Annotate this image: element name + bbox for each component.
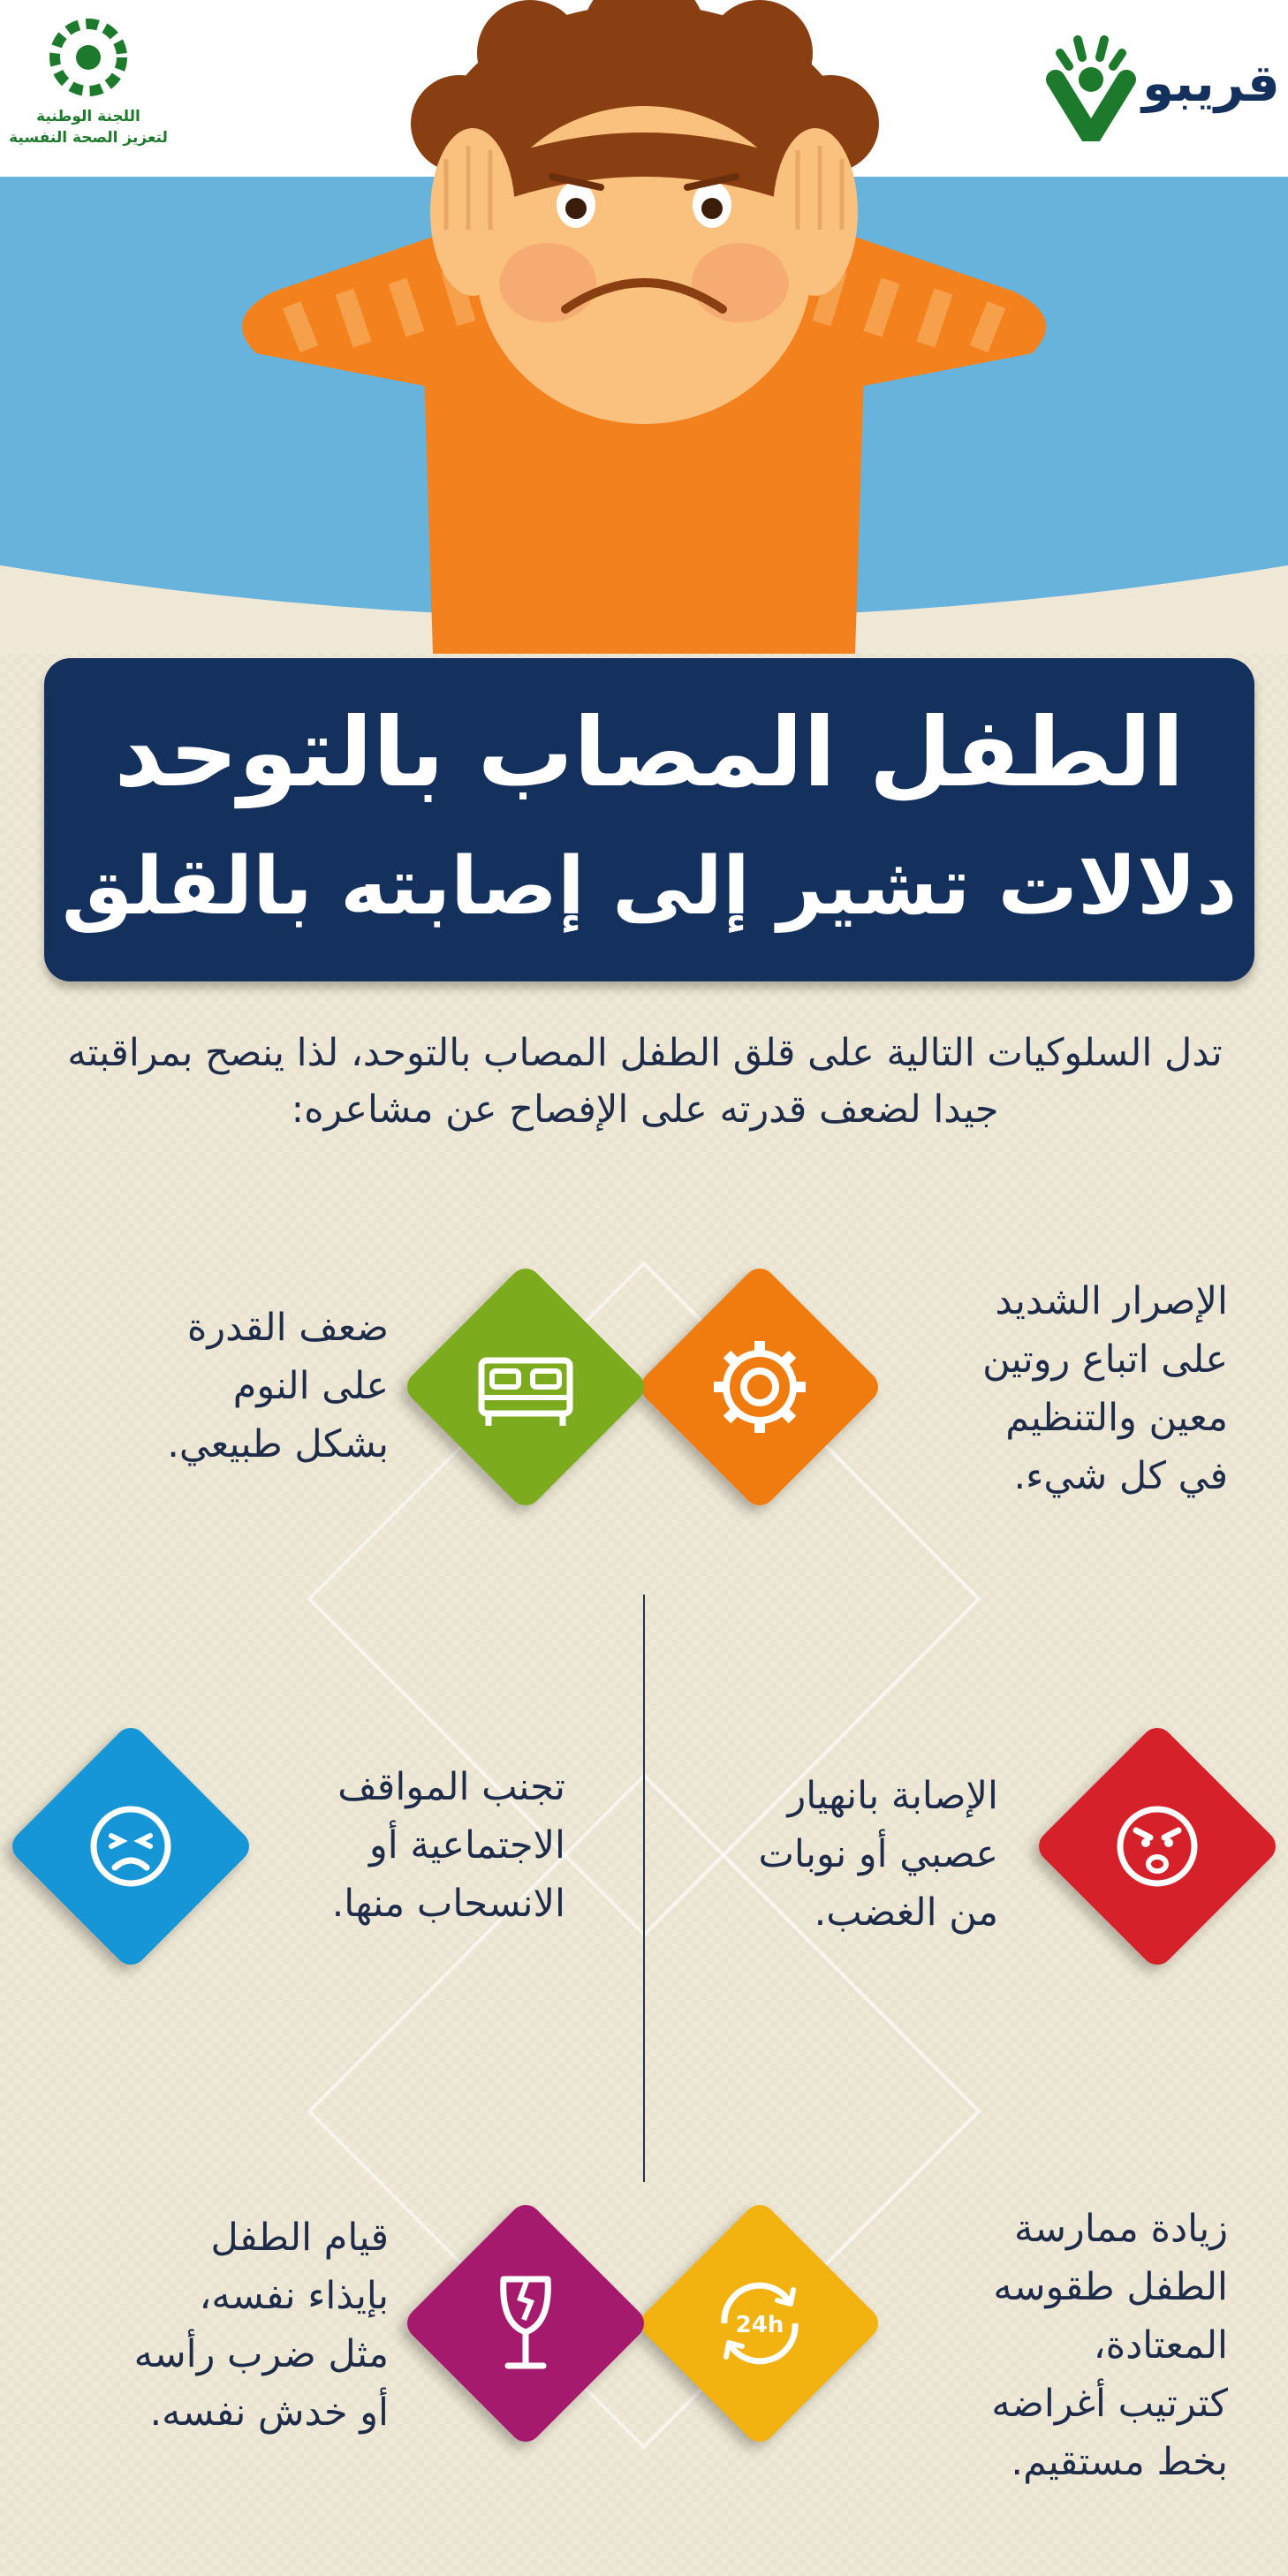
svg-text:24h: 24h <box>735 2312 784 2338</box>
brand-logo-text: قريبو <box>1142 53 1280 113</box>
item-1-text: الإصرار الشديد على اتباع روتين معين والتنظيم في كل شيء. <box>982 1279 1228 1498</box>
item-6-badge <box>411 2209 640 2438</box>
title-banner <box>44 658 1254 981</box>
title-line2: دلالات تشير إلى إصابته بالقلق <box>61 840 1238 933</box>
angry-face-icon <box>1113 1802 1201 1890</box>
title-line1: الطفل المصاب بالتوحد <box>114 698 1185 808</box>
intro-paragraph: تدل السلوكيات التالية على قلق الطفل المصاب بالتوحد، لذا ينصح بمراقبته جيدا لضعف قدرته على الإفصاح عن مشاعره: <box>67 1031 1223 1132</box>
org-logo <box>9 18 168 150</box>
org-name-line2: لتعزيز الصحة النفسية <box>9 129 168 147</box>
item-2-badge <box>411 1272 640 1502</box>
bed-icon <box>473 1343 579 1431</box>
broken-glass-icon <box>481 2270 570 2376</box>
item-4-badge <box>16 1731 246 1961</box>
item-5-badge <box>645 2209 875 2438</box>
24h-icon <box>707 2270 813 2376</box>
item-5-text: زيادة ممارسة الطفل طقوسه المعتادة، كترتيب أغراضه بخط مستقيم. <box>991 2207 1228 2484</box>
item-3-text: الإصابة بانهيار عصبي أو نوبات من الغضب. <box>758 1774 998 1935</box>
brand-logo-mark-icon <box>1038 27 1144 141</box>
item-4-text: تجنب المواقف الاجتماعية أو الانسحاب منها. <box>331 1765 565 1926</box>
brand-logo <box>1038 18 1280 150</box>
item-2-text: ضعف القدرة على النوم بشكل طبيعي. <box>167 1306 389 1466</box>
item-6-text: قيام الطفل بإيذاء نفسه، مثل ضرب رأسه أو خدش نفسه. <box>133 2216 389 2435</box>
left-hand <box>430 128 515 296</box>
item-1-badge <box>645 1272 875 1502</box>
gear-icon <box>707 1334 813 1440</box>
sad-face-icon <box>87 1802 175 1890</box>
org-logo-mark-icon <box>49 18 128 97</box>
right-hand <box>773 128 858 296</box>
item-3-badge <box>1042 1731 1272 1961</box>
org-name-line1: اللجنة الوطنية <box>36 108 140 125</box>
